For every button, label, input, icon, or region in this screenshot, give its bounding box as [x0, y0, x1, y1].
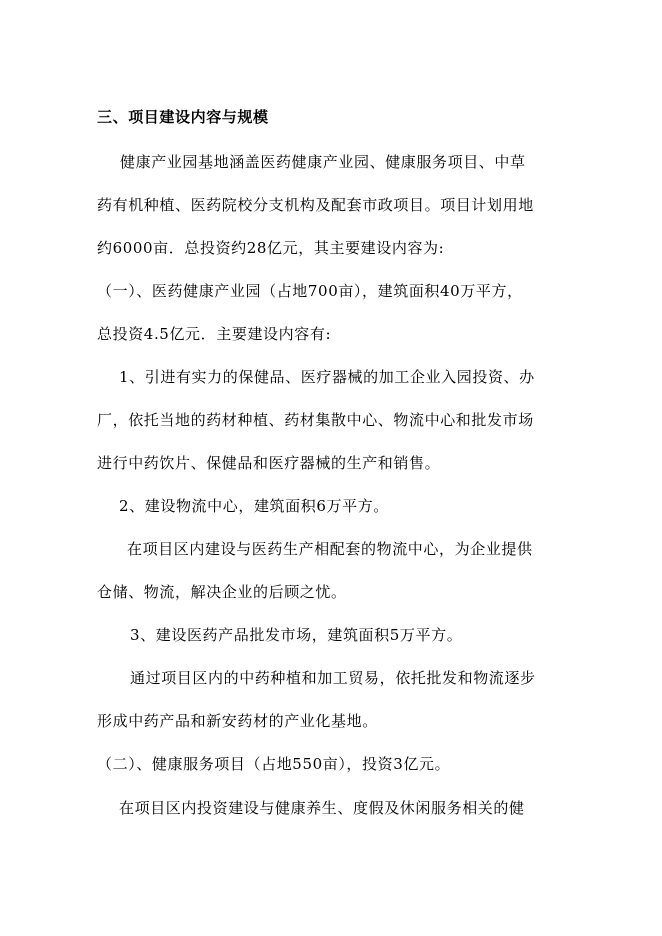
intro-line-2: 药有机种植、医药院校分支机构及配套市政项目。项目计划用地 [97, 196, 534, 214]
part2-heading: （二）、健康服务项目（占地550亩），投资3亿元。 [97, 755, 451, 773]
item1-line-1: 1、引进有实力的保健品、医疗器械的加工企业入园投资、办 [119, 368, 535, 386]
part2-desc-line-1: 在项目区内投资建设与健康养生、度假及休闲服务相关的健 [119, 799, 525, 817]
section-heading: 三、项目建设内容与规模 [97, 108, 269, 126]
item2-desc-line-1: 在项目区内建设与医药生产相配套的物流中心，为企业提供 [127, 540, 533, 558]
intro-line-1: 健康产业园基地涵盖医药健康产业园、健康服务项目、中草 [120, 153, 526, 171]
item2-heading: 2、建设物流中心，建筑面积6万平方。 [119, 497, 389, 515]
intro-line-3: 约6000亩．总投资约28亿元，其主要建设内容为: [97, 239, 445, 257]
item3-desc-line-1: 通过项目区内的中药种植和加工贸易，依托批发和物流逐步 [130, 669, 536, 687]
item1-line-3: 进行中药饮片、保健品和医疗器械的生产和销售。 [97, 454, 441, 472]
item3-heading: 3、建设医药产品批发市场，建筑面积5万平方。 [130, 626, 463, 644]
part1-heading-line-2: 总投资4.5亿元．主要建设内容有: [97, 325, 332, 343]
part1-heading-line-1: （一）、医药健康产业园（占地700亩），建筑面积40万平方， [97, 282, 523, 300]
item2-desc-line-2: 仓储、物流，解决企业的后顾之忧。 [97, 583, 347, 601]
item1-line-2: 厂，依托当地的药材种植、药材集散中心、物流中心和批发市场 [97, 411, 534, 429]
item3-desc-line-2: 形成中药产品和新安药材的产业化基地。 [97, 712, 378, 730]
